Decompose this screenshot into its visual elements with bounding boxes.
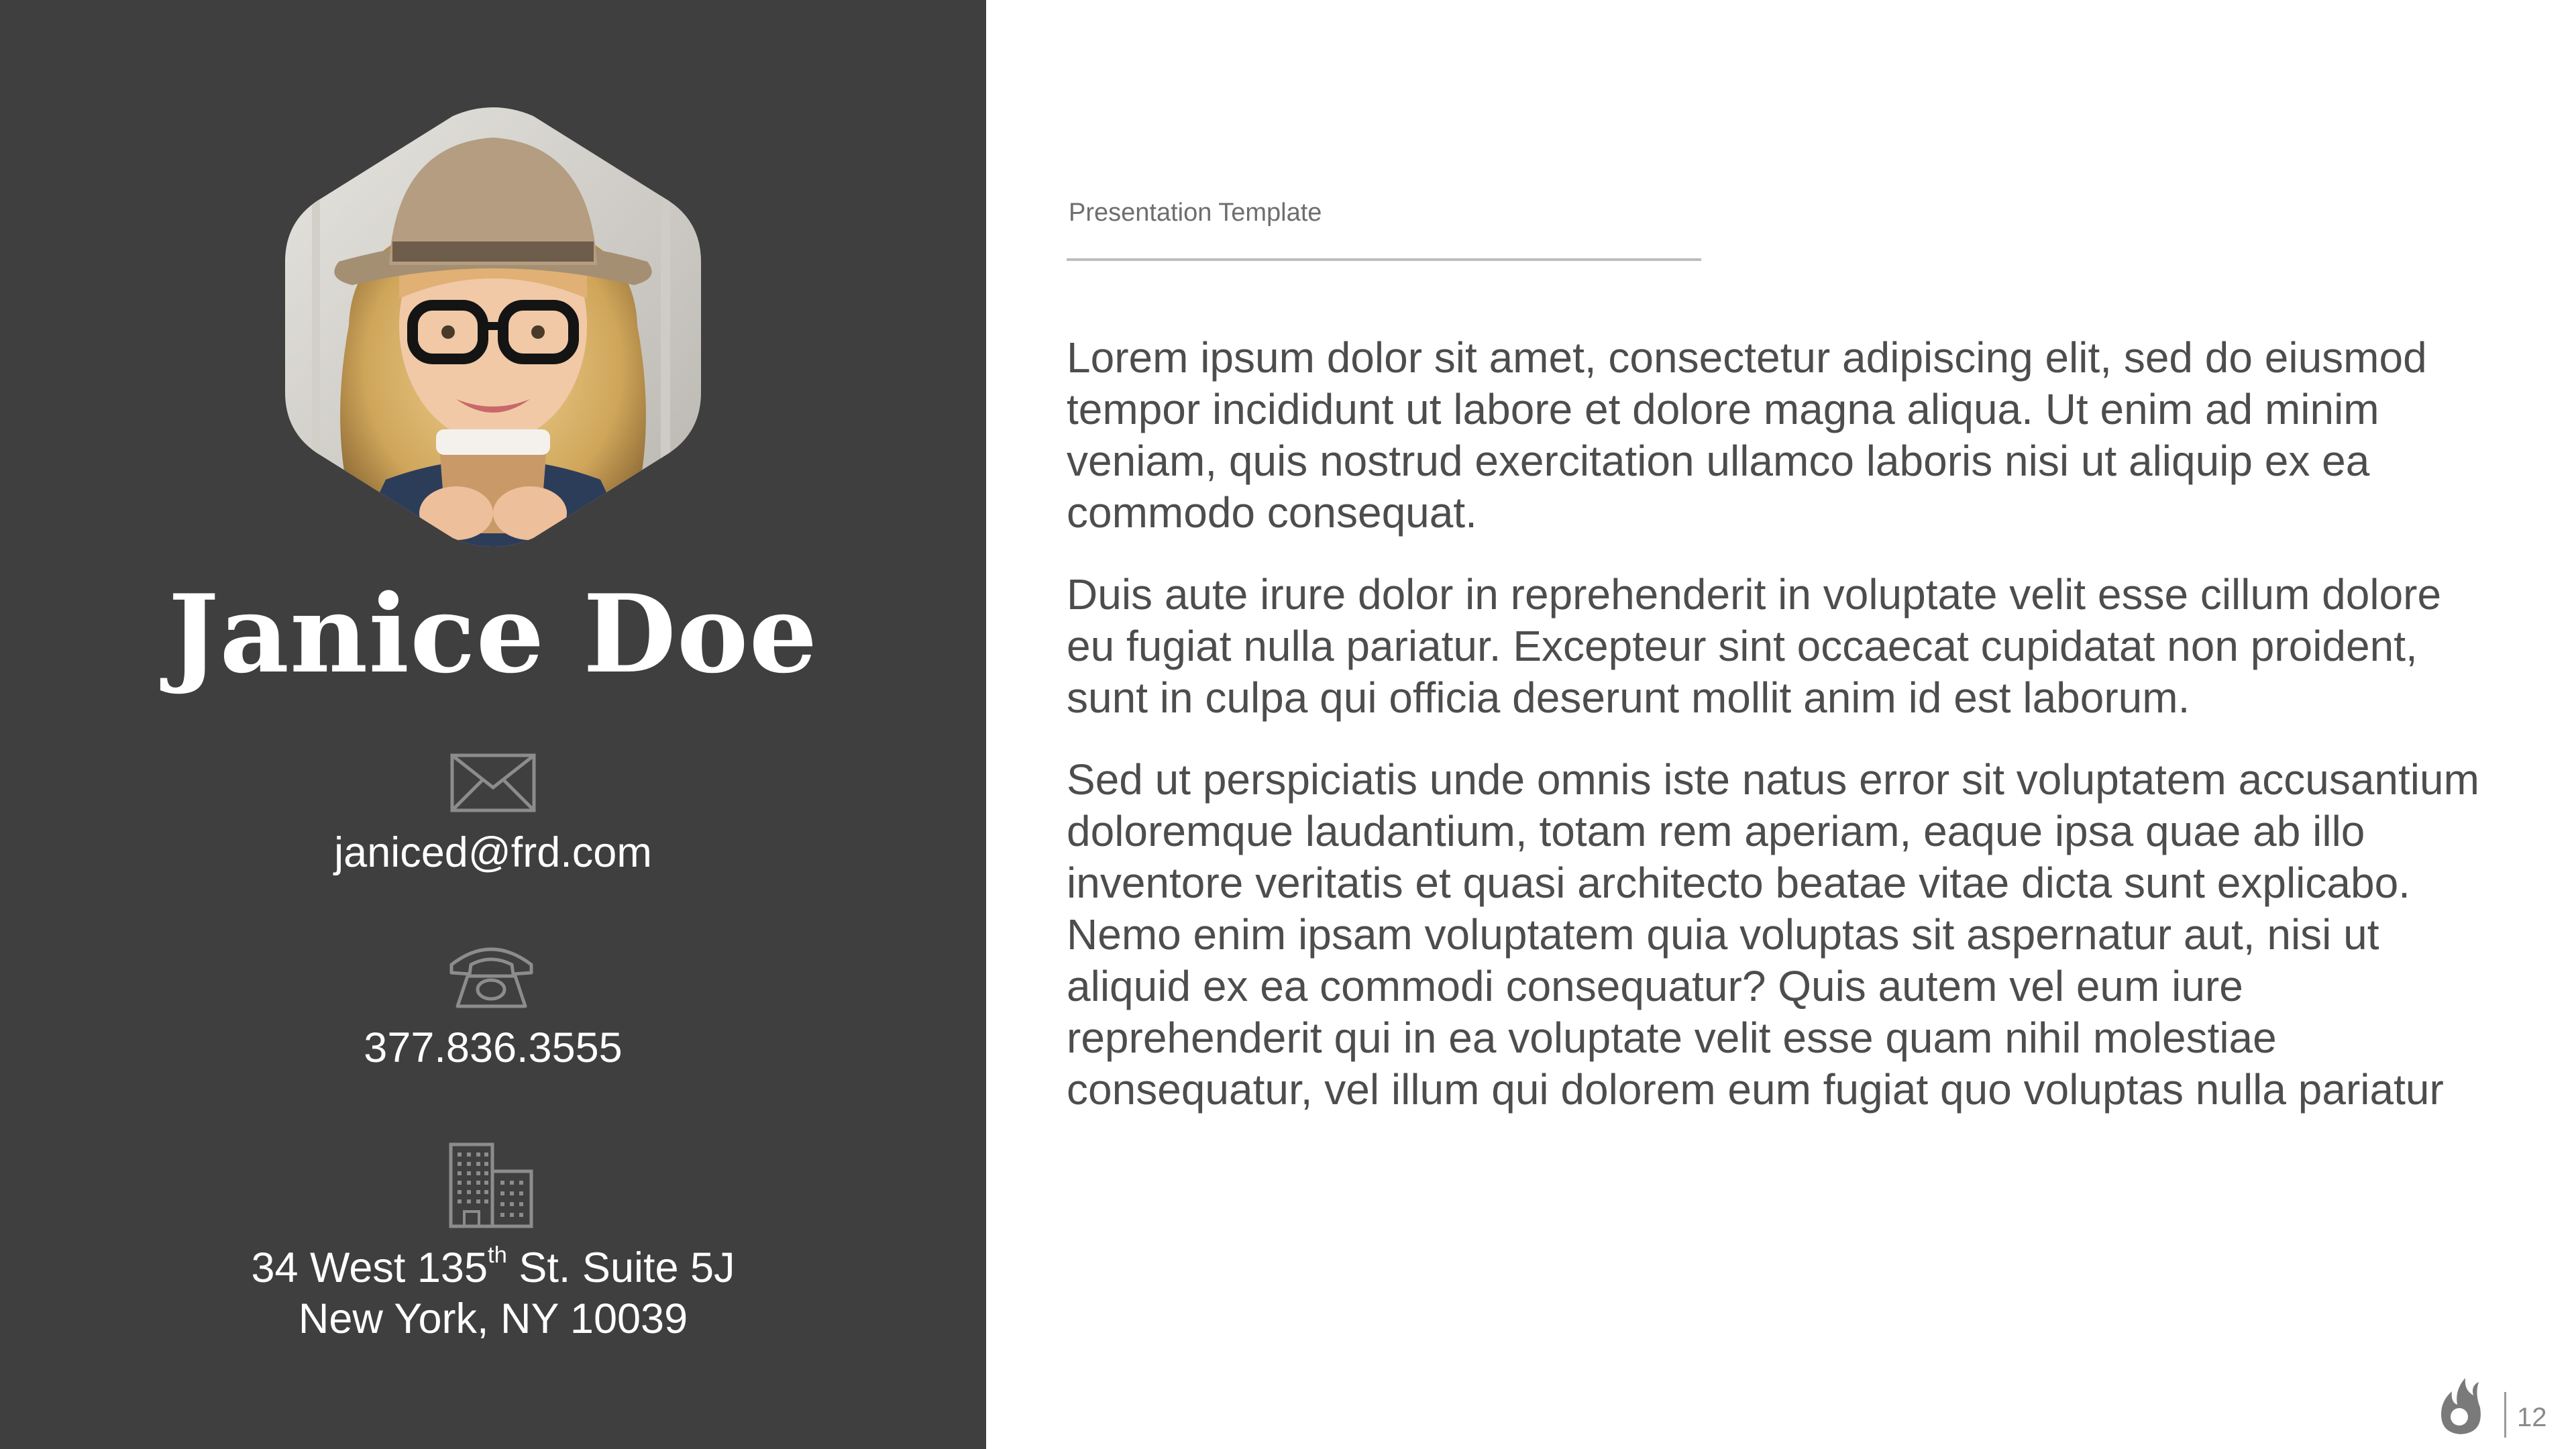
email-text: janiced@frd.com bbox=[334, 829, 652, 876]
telephone-icon bbox=[446, 939, 537, 1010]
address-ordinal-suffix: th bbox=[488, 1242, 507, 1269]
phone-text: 377.836.3555 bbox=[364, 1024, 623, 1071]
building-icon bbox=[448, 1142, 535, 1229]
flame-logo-icon bbox=[2437, 1375, 2484, 1436]
footer-divider bbox=[2504, 1392, 2506, 1438]
hexagon-portrait bbox=[285, 104, 701, 550]
page-number: 12 bbox=[2517, 1403, 2547, 1432]
address-line-1-prefix: 34 West 135 bbox=[251, 1244, 488, 1291]
profile-photo bbox=[285, 104, 701, 550]
body-text bbox=[1067, 332, 2489, 1146]
paragraph: Sed ut perspiciatis unde omnis iste natus error sit voluptatem accusantium doloremque laudantium, totam rem aperiam, eaque ipsa quae ab illo inventore veritatis et quasi architecto beatae vitae dicta sunt explicabo. Nemo enim ipsam voluptatem quia voluptas sit aspernatur aut, nisi ut aliquid ex ea commodi consequatur? Quis autem vel eum iure reprehenderit qui in ea voluptate velit esse quam nihil molestiae consequatur, vel illum qui dolorem eum fugiat quo voluptas nulla pariatur bbox=[1067, 755, 2479, 1114]
address-line-2: New York, NY 10039 bbox=[298, 1295, 688, 1342]
paragraph: Duis aute irure dolor in reprehenderit in voluptate velit esse cillum dolore eu fugiat nulla pariatur. Excepteur sint occaecat cupidatat non proident, sunt in culpa qui officia deserunt mollit anim id est laborum. bbox=[1067, 570, 2442, 722]
envelope-icon bbox=[449, 753, 537, 813]
address-line-1-suffix: St. Suite 5J bbox=[506, 1244, 735, 1291]
subtitle-divider bbox=[1067, 258, 1701, 261]
paragraph: Lorem ipsum dolor sit amet, consectetur adipiscing elit, sed do eiusmod tempor incididunt ut labore et dolore magna aliqua. Ut enim ad minim veniam, quis nostrud exercitation ullamco laboris nisi ut aliquip ex ea commodo consequat. bbox=[1067, 333, 2427, 537]
profile-panel bbox=[0, 0, 986, 1449]
profile-name: Janice Doe bbox=[168, 571, 818, 697]
presentation-subtitle: Presentation Template bbox=[1069, 199, 1322, 227]
address-line-1 bbox=[0, 1242, 986, 1294]
